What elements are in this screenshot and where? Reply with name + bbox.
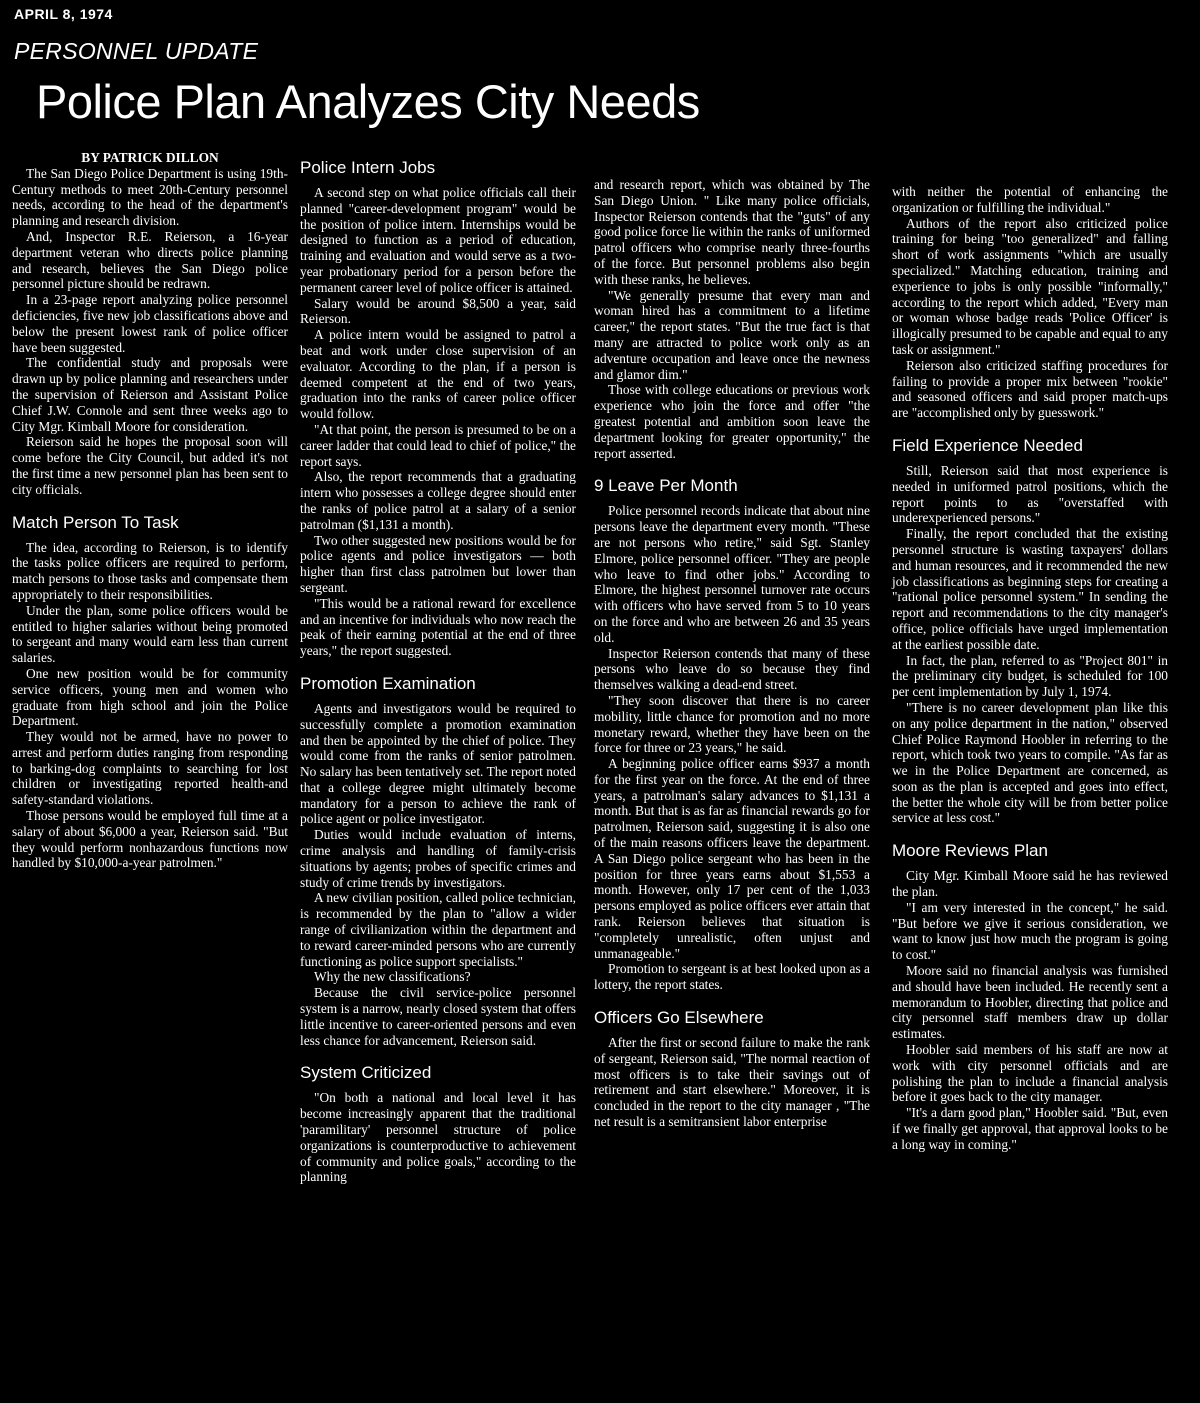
paragraph: City Mgr. Kimball Moore said he has reviewed the plan. [892, 868, 1168, 900]
subhead: Promotion Examination [300, 673, 476, 693]
paragraph: Those with college educations or previous work experience who join the force and offer "the greatest potential and ambition soon leave the department looking for greater opportunity," the report asserted. [594, 382, 870, 461]
paragraph: Agents and investigators would be required to successfully complete a promotion examination and then be appointed by the chief of police. They would come from the ranks of senior patrolmen. No salary has been tentatively set. The report noted that a college degree might ultimately become mandatory for a person to achieve the rank of police agent or police investigator. [300, 700, 576, 827]
paragraph: "This would be a rational reward for excellence and an incentive for individuals who now reach the peak of their earning potential at the end of three years," the report suggested. [300, 595, 576, 659]
paragraph: And, Inspector R.E. Reierson, a 16-year department veteran who directs police planning and research, believes the San Diego police personnel picture should be redrawn. [12, 228, 288, 292]
paragraph: Police personnel records indicate that about nine persons leave the department every month. "These are not persons who retire," said Sgt. Stanley Elmore, police personnel officer. "They are people who leave to find other jobs." According to Elmore, the highest personnel turnover rate occurs with officers who have served from 5 to 10 years on the force and who are between 26 and 35 years old. [594, 503, 870, 645]
paragraph: A second step on what police officials call their planned "career-development program" would be the position of police intern. Internships would be designed to function as a period of education, training and evaluation and would serve as a two-year probationary period for a person before the permanent career level of police officer is attained. [300, 185, 576, 295]
paragraph: "They soon discover that there is no career mobility, little chance for promotion and no more monetary reward, whether they have been on the force for three or 23 years," he said. [594, 692, 870, 756]
paragraph: Inspector Reierson contends that many of these persons who leave do so because they find themselves walking a dead-end street. [594, 645, 870, 693]
kicker: PERSONNEL UPDATE [14, 38, 259, 64]
column-3 [594, 177, 870, 1130]
paragraph: In a 23-page report analyzing police personnel deficiencies, five new job classifications above and below the present lowest rank of police officer have been suggested. [12, 292, 288, 355]
paragraph: They would not be armed, have no power to arrest and perform duties ranging from responding to barking-dog complaints to searching for lost children or investigating reported health-and safety-standard violations. [12, 729, 288, 808]
paragraph: Because the civil service-police personnel system is a narrow, nearly closed system that offers little incentive to career-oriented persons and even less chance for advancement, Reierson said. [300, 985, 576, 1048]
paragraph: "At that point, the person is presumed to be on a career ladder that could lead to chief of police," the report says. [300, 421, 576, 469]
paragraph: Two other suggested new positions would be for police agents and police investigators — both higher than first class patrolmen but lower than sergeant. [300, 532, 576, 595]
paragraph: The San Diego Police Department is using 19th-Century methods to meet 20th-Century personnel needs, according to the head of the department's planning and research division. [12, 165, 288, 229]
paragraph: The idea, according to Reierson, is to identify the tasks police officers are required to perform, match persons to those tasks and compensate them appropriately to their responsibilities. [12, 539, 288, 602]
column-1 [12, 150, 288, 871]
paragraph: A beginning police officer earns $937 a month for the first year on the force. At the end of three years, a patrolman's salary advances to $1,131 a month. But that is as far as financial rewards go for patrolmen, Reierson said, suggesting it is also one of the main reasons officers leave the department. A San Diego police sergeant who has been in the position for three years earns about $1,553 a month. However, only 17 per cent of the 1,033 persons employed as police officers ever attain that rank. Reierson believes that situation is "completely unrealistic, often unjust and unmanageable." [594, 756, 870, 961]
paragraph: One new position would be for community service officers, young men and women who graduate from high school and join the Police Department. [12, 665, 288, 729]
headline: Police Plan Analyzes City Needs [36, 75, 700, 128]
paragraph: Finally, the report concluded that the existing personnel structure is wasting taxpayers' dollars and human resources, and it recommended the new job classifications as beginning steps for creating a "rational police personnel system." In sending the report and recommendations to the city manager's office, police officials have urged implementation at the earliest possible date. [892, 526, 1168, 652]
paragraph: Hoobler said members of his staff are now at work with city personnel officials and are polishing the plan to include a financial analysis before it goes back to the city manager. [892, 1042, 1168, 1105]
paragraph: "We generally presume that every man and woman hired has a commitment to a lifetime career," the report states. "But the true fact is that many are attracted to police work only as an adventure occupation and leave once the newness and glamor dim." [594, 287, 870, 382]
column-4 [892, 184, 1168, 1153]
column-2 [300, 158, 576, 1185]
paragraph: and research report, which was obtained by The San Diego Union. " Like many police officials, Inspector Reierson contends that the "guts" of any good police force lie within the ranks of uniformed patrol officers who comprise nearly three-fourths of the force. But personnel problems also begin with these ranks, he believes. [594, 177, 870, 287]
paragraph: Why the new classifications? [314, 969, 471, 985]
subhead: Police Intern Jobs [300, 158, 436, 177]
paragraph: "It's a darn good plan," Hoobler said. "But, even if we finally get approval, that approval looks to be a long way in coming." [892, 1105, 1168, 1152]
paragraph: Salary would be around $8,500 a year, said Reierson. [300, 295, 576, 327]
subhead: Moore Reviews Plan [892, 841, 1048, 861]
byline: BY PATRICK DILLON [81, 150, 219, 165]
paragraph: Authors of the report also criticized police training for being "too generalized" and falling short of work assignments "which are usually specialized." Matching education, training and experience to jobs is only possible "informally," according to the report which added, "Every man or woman whose badge reads 'Police Officer' is illogically presumed to be capable and equal to any task or assignment." [892, 215, 1168, 357]
paragraph: The confidential study and proposals were drawn up by police planning and researchers under the supervision of Reierson and Assistant Police Chief J.W. Connole and sent three weeks ago to City Mgr. Kimball Moore for consideration. [12, 355, 288, 434]
subhead: Match Person To Task [12, 512, 179, 532]
paragraph: After the first or second failure to make the rank of sergeant, Reierson said, "The normal reaction of most officers is to take their savings out of retirement and start elsewhere." Moreover, it is concluded in the report to the city manager , "The net result is a semitransient labor enterprise [594, 1035, 870, 1130]
subhead: Officers Go Elsewhere [594, 1008, 764, 1028]
paragraph: A police intern would be assigned to patrol a beat and work under close supervision of an evaluator. According to the plan, if a person is deemed competent at the end of two years, graduation into the ranks of career police officer would follow. [300, 327, 576, 422]
paragraph: Under the plan, some police officers would be entitled to higher salaries without being promoted to sergeant and many would earn less than current salaries. [12, 602, 288, 666]
subhead: Field Experience Needed [892, 435, 1083, 455]
paragraph: Reierson also criticized staffing procedures for failing to provide a proper mix between "rookie" and seasoned officers and said proper match-ups are "accomplished only by guesswork." [892, 357, 1168, 421]
paragraph: Promotion to sergeant is at best looked upon as a lottery, the report states. [594, 961, 870, 993]
subhead: 9 Leave Per Month [594, 476, 738, 496]
paragraph: Reierson said he hopes the proposal soon will come before the City Council, but added it's not the first time a new personnel plan has been sent to city officials. [12, 434, 288, 497]
paragraph: Duties would include evaluation of interns, crime analysis and handling of family-crisis situations by agents; probes of specific crimes and study of crime trends by investigators. [300, 827, 576, 890]
paragraph: "There is no career development plan like this on any police department in the nation," observed Chief Police Raymond Hoobler in referring to the report, which took two years to compile. "As far as we in the Police Department are concerned, as soon as the plan is accepted and goes into effect, the better the whole city will be from better police service at less cost." [892, 699, 1168, 826]
paragraph: Also, the report recommends that a graduating intern who possesses a college degree should enter the ranks of police patrol at a salary of a senior patrolman ($1,131 a month). [300, 469, 576, 532]
issue-date: APRIL 8, 1974 [14, 6, 113, 22]
paragraph: "On both a national and local level it has become increasingly apparent that the traditional 'paramilitary' personnel structure of police organizations is counterproductive to achievement of community and police goals," according to the planning [300, 1090, 576, 1185]
paragraph: "I am very interested in the concept," he said. "But before we give it serious consideration, we want to know just how much the program is going to cost." [892, 899, 1168, 963]
paragraph: Moore said no financial analysis was furnished and should have been included. He recently sent a memorandum to Hoobler, directing that police and city personnel staff members draw up dollar estimates. [892, 963, 1168, 1042]
paragraph: Those persons would be employed full time at a salary of about $6,000 a year, Reierson said. "But they would perform nonhazardous functions now handled by $10,000-a-year patrolmen." [12, 808, 288, 871]
subhead: System Criticized [300, 1063, 432, 1083]
paragraph: In fact, the plan, referred to as "Project 801" in the preliminary city budget, is scheduled for 100 per cent implementation by July 1, 1974. [892, 652, 1168, 700]
paragraph: with neither the potential of enhancing the organization or fulfilling the individual." [892, 184, 1168, 215]
paragraph: A new civilian position, called police technician, is recommended by the plan to "allow a wider range of civilianization within the department and to reward career-minded persons who are currently functioning as police support specialists." [300, 890, 576, 969]
paragraph: Still, Reierson said that most experience is needed in uniformed patrol positions, which the report points to as "overstaffed with underexperienced persons." [892, 462, 1168, 526]
